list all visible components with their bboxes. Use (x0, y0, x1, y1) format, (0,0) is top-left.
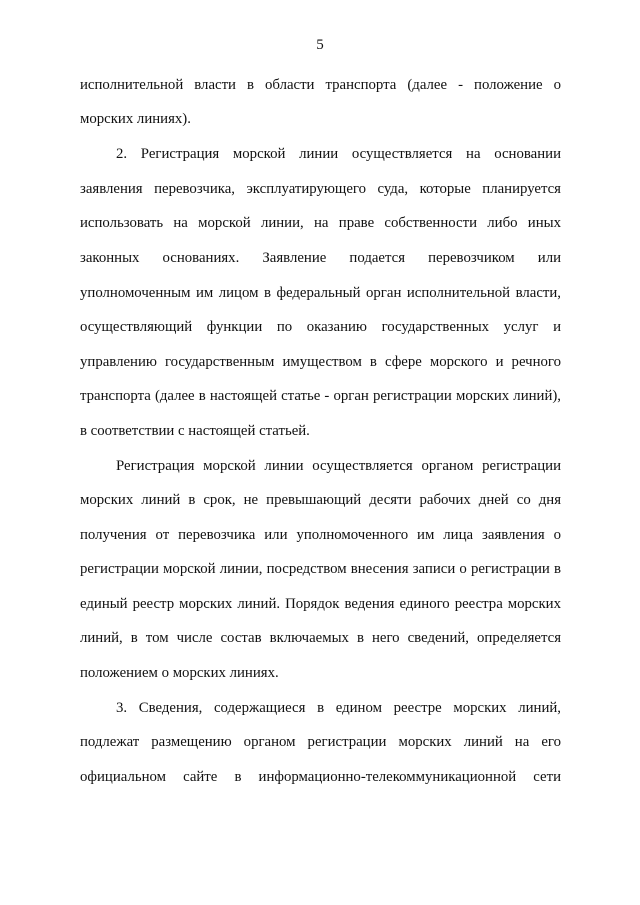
text-line: уполномоченным им лицом в федеральный орган исполнительной власти, (80, 285, 561, 301)
text-line: единый реестр морских линий. Порядок ведения единого реестра морских (80, 596, 561, 612)
text-line: транспорта (далее в настоящей статье - орган регистрации морских линий), (80, 388, 561, 404)
text-line: морских линий в срок, не превышающий десяти рабочих дней со дня (80, 492, 561, 508)
text-line: получения от перевозчика или уполномоченного им лица заявления о (80, 527, 561, 543)
text-line: использовать на морской линии, на праве собственности либо иных (80, 215, 561, 231)
text-line: исполнительной власти в области транспорта (далее - положение о (80, 77, 561, 93)
text-line: морских линиях). (80, 111, 191, 127)
text-line: подлежат размещению органом регистрации морских линий на его (80, 734, 561, 750)
text-line: линий, в том числе состав включаемых в него сведений, определяется (80, 630, 561, 646)
text-line: управлению государственным имуществом в сфере морского и речного (80, 354, 561, 370)
text-line: в соответствии с настоящей статьей. (80, 423, 310, 439)
text-line: Регистрация морской линии осуществляется органом регистрации (116, 458, 561, 474)
text-line: осуществляющий функции по оказанию государственных услуг и (80, 319, 561, 335)
text-line: законных основаниях. Заявление подается перевозчиком или (80, 250, 561, 266)
text-line: официальном сайте в информационно-телекоммуникационной сети (80, 769, 561, 785)
text-line: положением о морских линиях. (80, 665, 279, 681)
text-line: регистрации морской линии, посредством внесения записи о регистрации в (80, 561, 561, 577)
page-number: 5 (316, 37, 324, 53)
text-line: 3. Сведения, содержащиеся в едином реестре морских линий, (116, 700, 561, 716)
text-line: заявления перевозчика, эксплуатирующего суда, которые планируется (80, 181, 561, 197)
text-line: 2. Регистрация морской линии осуществляется на основании (116, 146, 561, 162)
